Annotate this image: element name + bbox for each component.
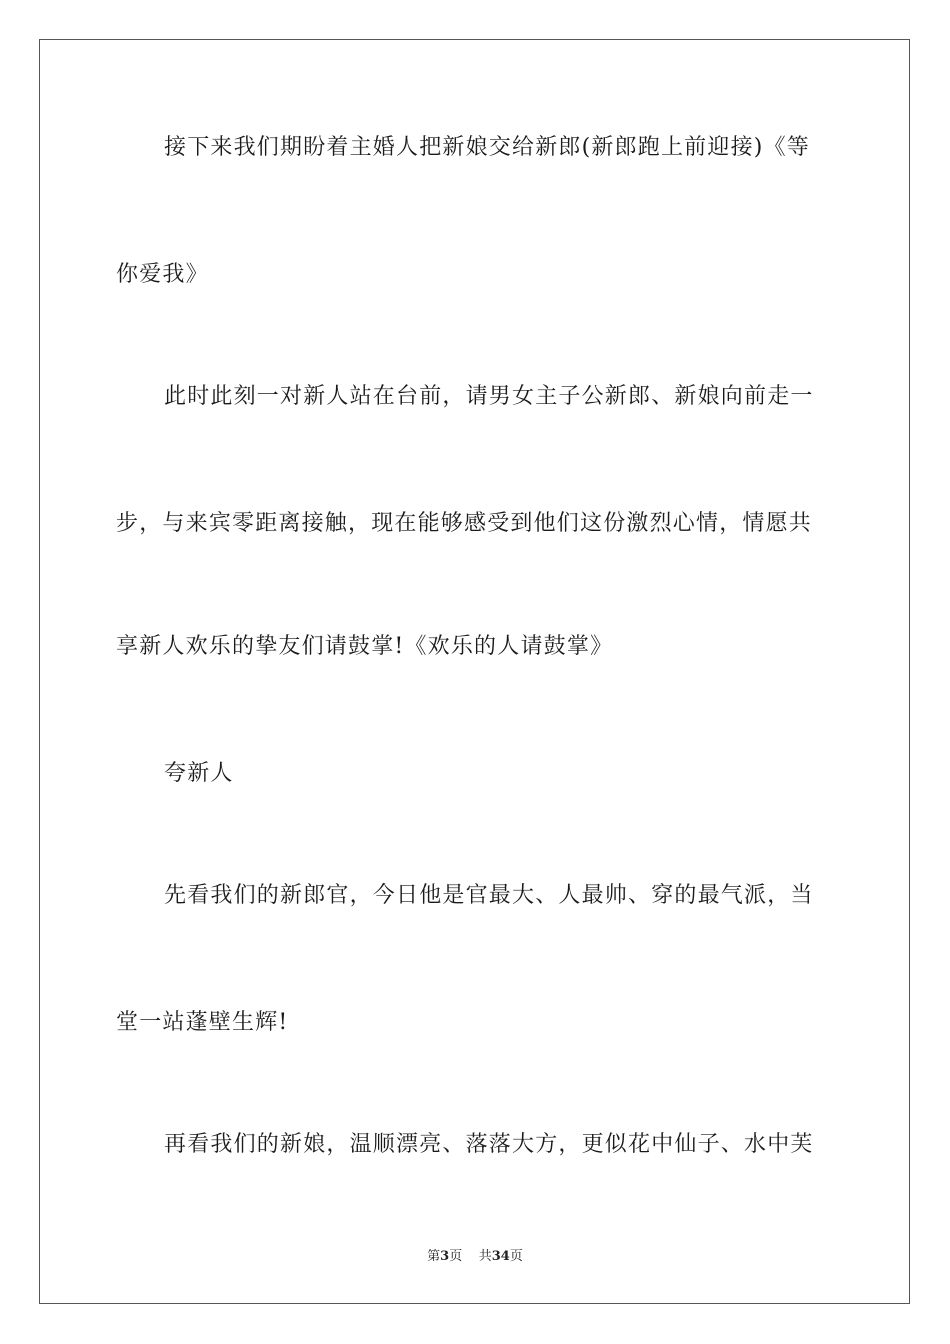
paragraph-line: 堂一站蓬壁生辉!	[116, 1010, 289, 1035]
paragraph-line: 你爱我》	[116, 262, 209, 287]
total-pages: 34	[491, 1249, 510, 1264]
total-prefix: 共	[478, 1249, 492, 1264]
total-suffix: 页	[509, 1249, 523, 1264]
page-border	[39, 39, 910, 1304]
paragraph-line: 再看我们的新娘，温顺漂亮、落落大方，更似花中仙子、水中芙	[164, 1132, 814, 1157]
page-suffix: 页	[449, 1249, 463, 1264]
page-number: 3	[440, 1249, 450, 1264]
paragraph-line: 接下来我们期盼着主婚人把新娘交给新郎(新郎跑上前迎接)《等	[164, 135, 810, 160]
section-heading: 夸新人	[164, 761, 234, 786]
page-footer	[0, 1248, 950, 1266]
page-prefix: 第	[427, 1249, 441, 1264]
paragraph-line: 先看我们的新郎官，今日他是官最大、人最帅、穿的最气派，当	[164, 883, 814, 908]
paragraph-line: 此时此刻一对新人站在台前，请男女主子公新郎、新娘向前走一	[164, 384, 814, 409]
paragraph-line: 步，与来宾零距离接触，现在能够感受到他们这份激烈心情，情愿共	[116, 511, 813, 536]
paragraph-line: 享新人欢乐的挚友们请鼓掌!《欢乐的人请鼓掌》	[116, 634, 614, 659]
